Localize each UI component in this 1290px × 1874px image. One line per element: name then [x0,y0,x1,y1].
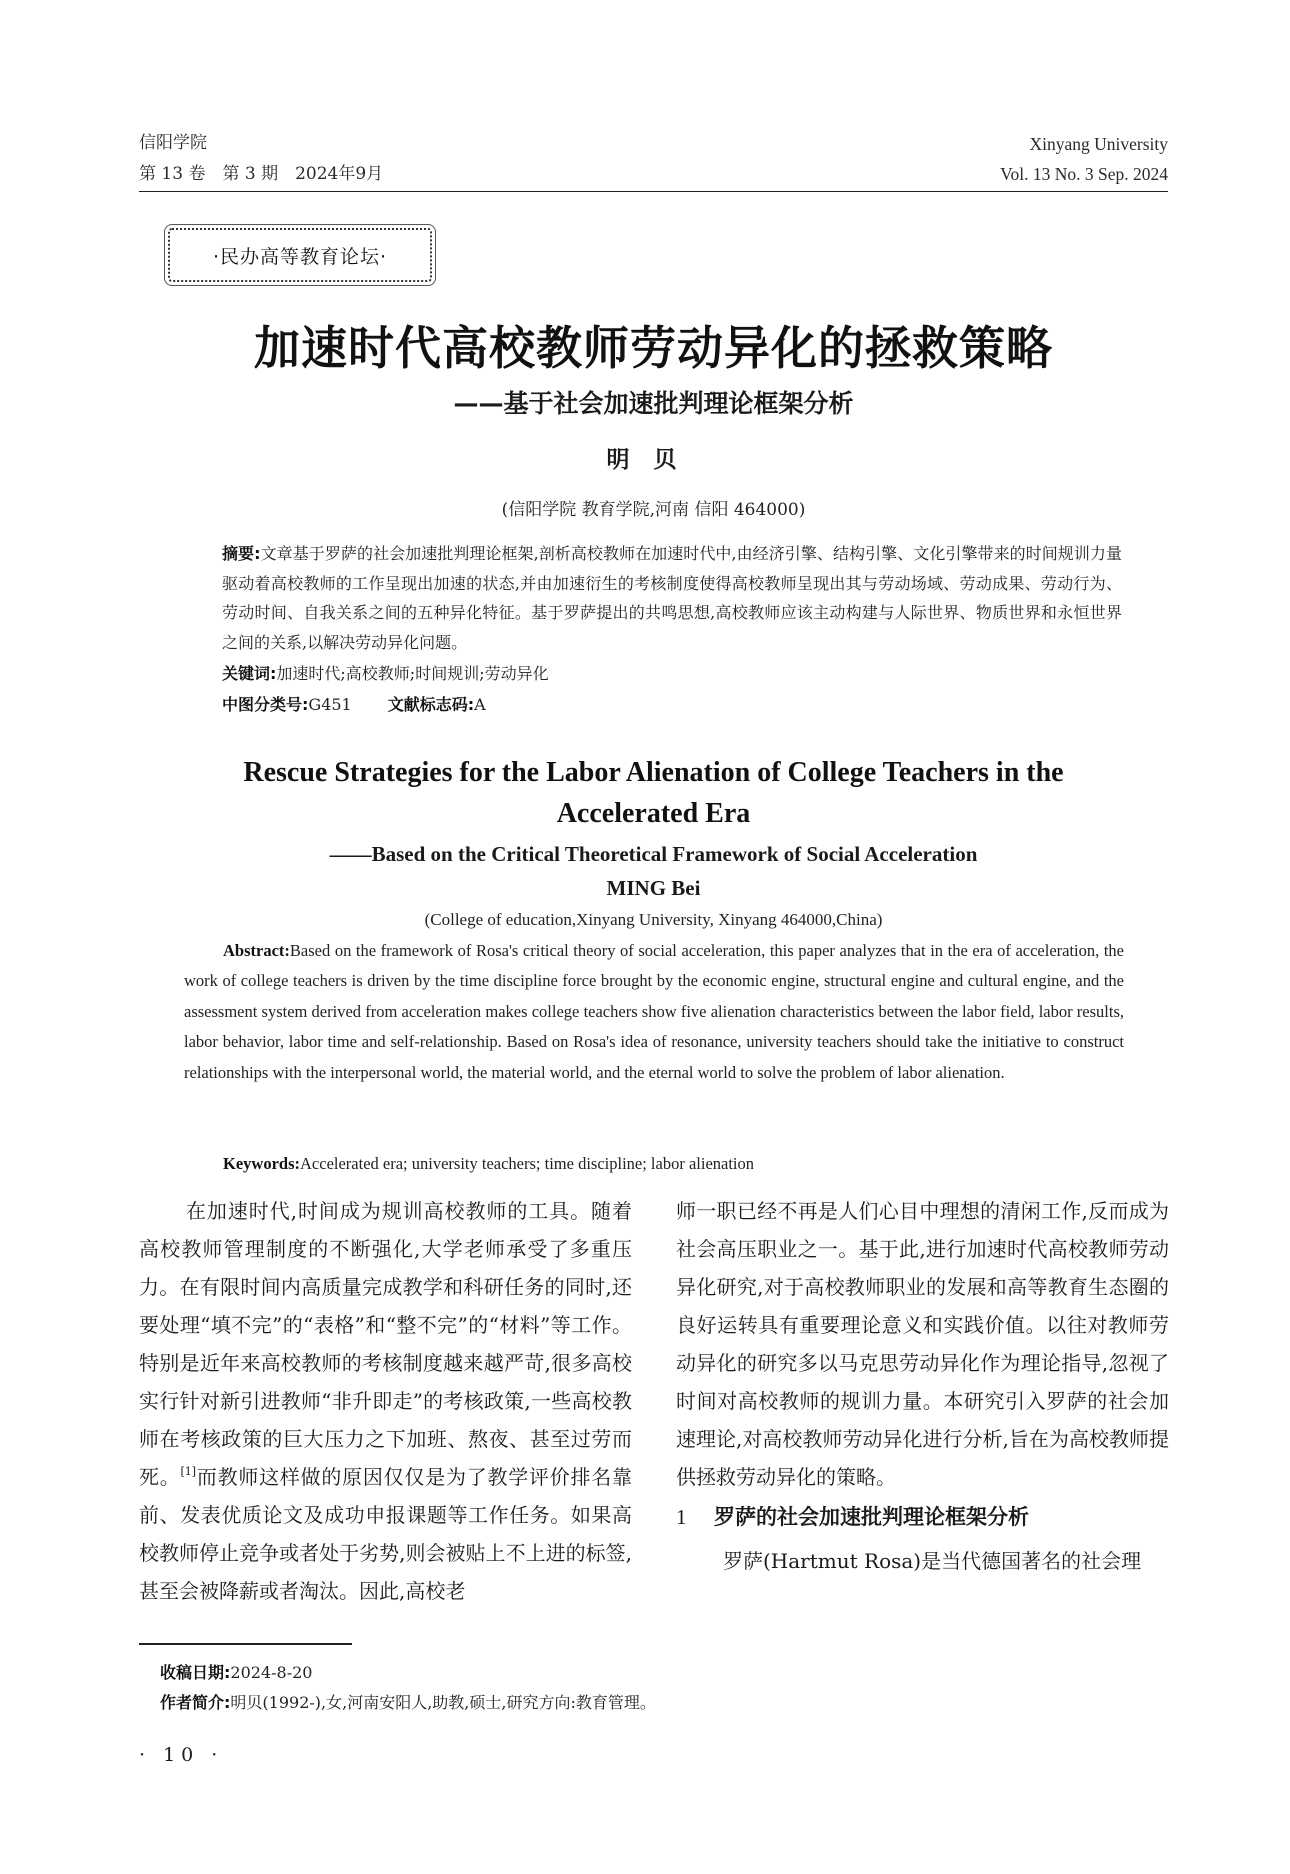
footnote-rule [139,1643,352,1645]
author-bio-value: 明贝(1992-),女,河南安阳人,助教,硕士,研究方向:教育管理。 [230,1693,656,1712]
doc-code-value: A [474,695,486,714]
body-column-left [139,1192,632,1610]
clc-value: G451 [308,695,352,714]
issue-info-en: Vol. 13 No. 3 Sep. 2024 [1000,164,1168,184]
footnote-received [160,1658,1120,1688]
doc-code-label: 文献标志码: [387,695,475,714]
clc-label: 中图分类号: [222,695,309,714]
classification-line [222,690,1122,720]
author-en: MING Bei [606,876,701,900]
keywords-cn [222,659,1122,689]
title-cn: 加速时代高校教师劳动异化的拯救策略 [254,321,1053,375]
body-left-text-1: 在加速时代,时间成为规训高校教师的工具。随着高校教师管理制度的不断强化,大学老师承受了多重压力。在有限时间内高质量完成教学和科研任务的同时,还要处理“填不完”的“表格”和“整不完”的“材料”等工作。特别是近年来高校教师的考核制度越来越严苛,很多高校实行针对新引进教师“非升即走”的考核政策,一些高校教师在考核政策的巨大压力之下加班、熬夜、甚至过劳而死。 [139,1199,632,1489]
header-rule [139,191,1168,192]
journal-name-cn: 信阳学院 [139,133,207,153]
subtitle-cn: ——基于社会加速批判理论框架分析 [453,389,854,418]
citation-1[interactable]: [1] [180,1465,197,1478]
issue-info-cn: 第 13 卷 第 3 期 2024年9月 [139,164,384,184]
keywords-cn-text: 加速时代;高校教师;时间规训;劳动异化 [276,664,549,683]
body-column-right [676,1192,1169,1580]
received-label: 收稿日期: [160,1663,231,1682]
affiliation-en: (College of education,Xinyang University, Xinyang 464000,China) [424,910,883,929]
abstract-cn-label: 摘要: [222,544,261,563]
title-en: Rescue Strategies for the Labor Alienation of College Teachers in the Accelerated Era [243,757,1064,829]
keywords-en-label: Keywords: [223,1154,300,1173]
page-number: · 10 · [139,1744,224,1766]
column-label: ·民办高等教育论坛· [212,245,388,268]
body-right-paragraph-1: 师一职已经不再是人们心目中理想的清闲工作,反而成为社会高压职业之一。基于此,进行加速时代高校教师劳动异化研究,对于高校教师职业的发展和高等教育生态圈的良好运转具有重要理论意义和实践价值。以往对教师劳动异化的研究多以马克思劳动异化作为理论指导,忽视了时间对高校教师的规训力量。本研究引入罗萨的社会加速理论,对高校教师劳动异化进行分析,旨在为高校教师提供拯救劳动异化的策略。 [676,1199,1169,1489]
abstract-en-label: Abstract: [223,941,290,960]
abstract-cn-text: 文章基于罗萨的社会加速批判理论框架,剖析高校教师在加速时代中,由经济引擎、结构引擎、文化引擎带来的时间规训力量驱动着高校教师的工作呈现出加速的状态,并由加速衍生的考核制度使得高校教师呈现出其与劳动场域、劳动成果、劳动行为、劳动时间、自我关系之间的五种异化特征。基于罗萨提出的共鸣思想,高校教师应该主动构建与人际世界、物质世界和永恒世界之间的关系,以解决劳动异化问题。 [222,544,1122,652]
author-bio-label: 作者简介: [160,1693,231,1712]
section-title: 罗萨的社会加速批判理论框架分析 [714,1505,1029,1529]
journal-name-en: Xinyang University [1029,134,1168,154]
abstract-en [184,936,1124,1088]
author-cn: 明贝 [606,446,701,473]
section-number: 1 [676,1505,687,1529]
abstract-cn [222,539,1122,657]
section-heading [676,1496,1169,1538]
column-label-box [168,228,432,282]
abstract-en-text: Based on the framework of Rosa's critical theory of social acceleration, this paper analyzes that in the era of acceleration, the work of college teachers is driven by the time discipline force brought by the economic engine, structural engine and cultural engine, and the assessment system derived from acceleration makes college teachers show five alienation characteristics between the labor field, labor results, labor behavior, labor time and self-relationship. Based on Rosa's idea of resonance, university teachers should take the initiative to construct relationships with the interpersonal world, the material world, and the eternal world to solve the problem of labor alienation. [184,941,1124,1082]
keywords-en-text: Accelerated era; university teachers; time discipline; labor alienation [300,1154,755,1173]
footnote-author-bio [160,1688,1120,1718]
body-left-text-2: 而教师这样做的原因仅仅是为了教学评价排名靠前、发表优质论文及成功申报课题等工作任务。如果高校教师停止竞争或者处于劣势,则会被贴上不上进的标签,甚至会被降薪或者淘汰。因此,高校老 [139,1465,633,1603]
body-right-paragraph-2: 罗萨(Hartmut Rosa)是当代德国著名的社会理 [723,1549,1142,1573]
subtitle-en: ——Based on the Critical Theoretical Framework of Social Acceleration [329,842,978,866]
keywords-cn-label: 关键词: [222,664,277,683]
affiliation-cn: (信阳学院 教育学院,河南 信阳 464000) [501,500,806,520]
received-value: 2024-8-20 [230,1663,313,1682]
keywords-en [223,1149,1123,1179]
